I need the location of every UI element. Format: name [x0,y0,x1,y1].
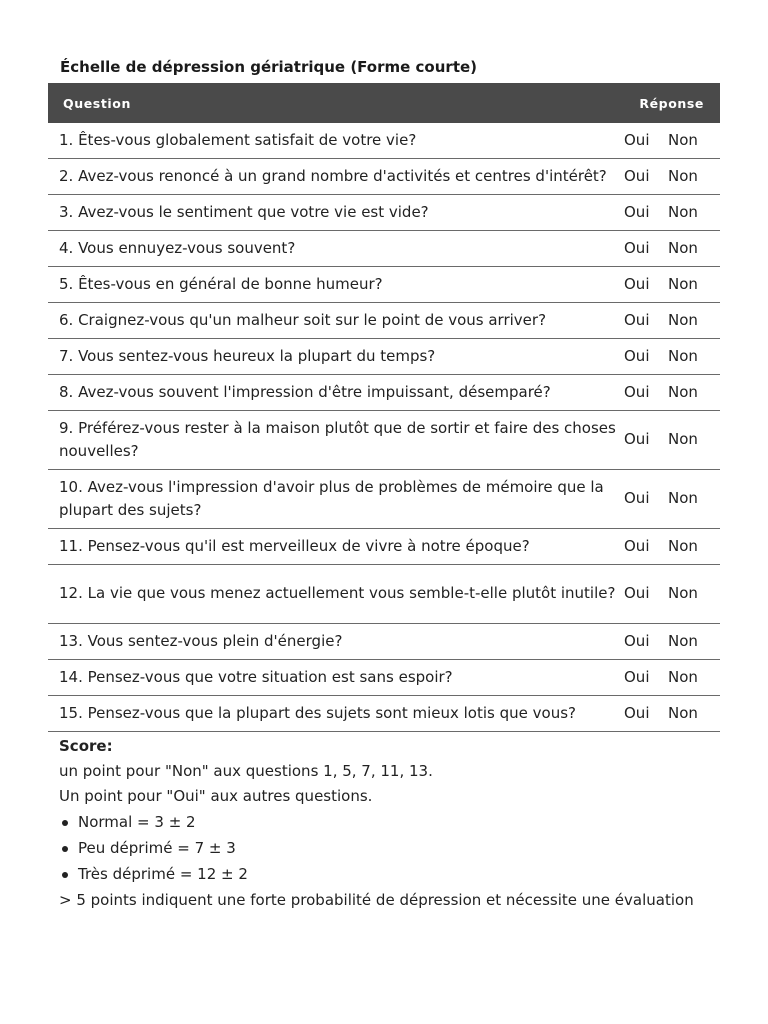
answer-non: Non [668,660,720,696]
question-text: 13. Vous sentez-vous plein d'énergie? [48,624,622,660]
questionnaire-table [48,83,720,732]
answer-oui: Oui [622,660,668,696]
answer-oui: Oui [622,303,668,339]
answer-oui: Oui [622,123,668,159]
page-title: Échelle de dépression gériatrique (Forme courte) [60,58,478,76]
answer-non: Non [668,411,720,470]
question-text: 15. Pensez-vous que la plupart des sujets sont mieux lotis que vous? [48,696,622,732]
answer-oui: Oui [622,411,668,470]
answer-oui: Oui [622,231,668,267]
question-text: 1. Êtes-vous globalement satisfait de votre vie? [48,123,622,159]
table-row [48,470,720,529]
answer-non: Non [668,470,720,529]
answer-oui: Oui [622,267,668,303]
answer-oui: Oui [622,565,668,624]
table-row [48,159,720,195]
score-footer-note: > 5 points indiquent une forte probabilité de dépression et nécessite une évaluation [59,891,694,909]
table-row [48,411,720,470]
answer-non: Non [668,624,720,660]
score-section [59,734,721,913]
question-text: 4. Vous ennuyez-vous souvent? [48,231,622,267]
table-row [48,529,720,565]
table-row [48,375,720,411]
response-column-header: Réponse [622,83,720,123]
question-text: 2. Avez-vous renoncé à un grand nombre d'activités et centres d'intérêt? [48,159,622,195]
answer-non: Non [668,696,720,732]
table-row [48,565,720,624]
question-text: 5. Êtes-vous en général de bonne humeur? [48,267,622,303]
answer-non: Non [668,195,720,231]
answer-oui: Oui [622,375,668,411]
answer-oui: Oui [622,159,668,195]
table-row [48,303,720,339]
answer-oui: Oui [622,470,668,529]
score-interpretation-list [59,809,721,887]
answer-non: Non [668,375,720,411]
question-text: 6. Craignez-vous qu'un malheur soit sur le point de vous arriver? [48,303,622,339]
list-item: Peu déprimé = 7 ± 3 [59,835,721,861]
score-title: Score: [59,737,113,755]
answer-non: Non [668,267,720,303]
answer-oui: Oui [622,195,668,231]
table-row [48,195,720,231]
question-text: 7. Vous sentez-vous heureux la plupart du temps? [48,339,622,375]
table-header-row [48,83,720,123]
table-row [48,660,720,696]
table-row [48,339,720,375]
question-text: 9. Préférez-vous rester à la maison plutôt que de sortir et faire des choses nouvelles? [48,411,622,470]
list-item: Très déprimé = 12 ± 2 [59,861,721,887]
answer-oui: Oui [622,339,668,375]
answer-non: Non [668,303,720,339]
answer-oui: Oui [622,624,668,660]
score-rule-non: un point pour "Non" aux questions 1, 5, 7, 11, 13. [59,762,433,780]
answer-non: Non [668,339,720,375]
score-rule-oui: Un point pour "Oui" aux autres questions. [59,787,373,805]
answer-non: Non [668,123,720,159]
question-column-header: Question [48,83,622,123]
answer-non: Non [668,529,720,565]
question-text: 3. Avez-vous le sentiment que votre vie est vide? [48,195,622,231]
table-row [48,624,720,660]
question-text: 12. La vie que vous menez actuellement vous semble-t-elle plutôt inutile? [48,565,622,624]
list-item: Normal = 3 ± 2 [59,809,721,835]
answer-non: Non [668,231,720,267]
table-row [48,267,720,303]
question-text: 14. Pensez-vous que votre situation est sans espoir? [48,660,622,696]
table-row [48,231,720,267]
answer-oui: Oui [622,696,668,732]
answer-non: Non [668,159,720,195]
question-text: 8. Avez-vous souvent l'impression d'être impuissant, désemparé? [48,375,622,411]
answer-oui: Oui [622,529,668,565]
question-text: 10. Avez-vous l'impression d'avoir plus de problèmes de mémoire que la plupart des sujets? [48,470,622,529]
table-row [48,696,720,732]
answer-non: Non [668,565,720,624]
question-text: 11. Pensez-vous qu'il est merveilleux de vivre à notre époque? [48,529,622,565]
table-row [48,123,720,159]
